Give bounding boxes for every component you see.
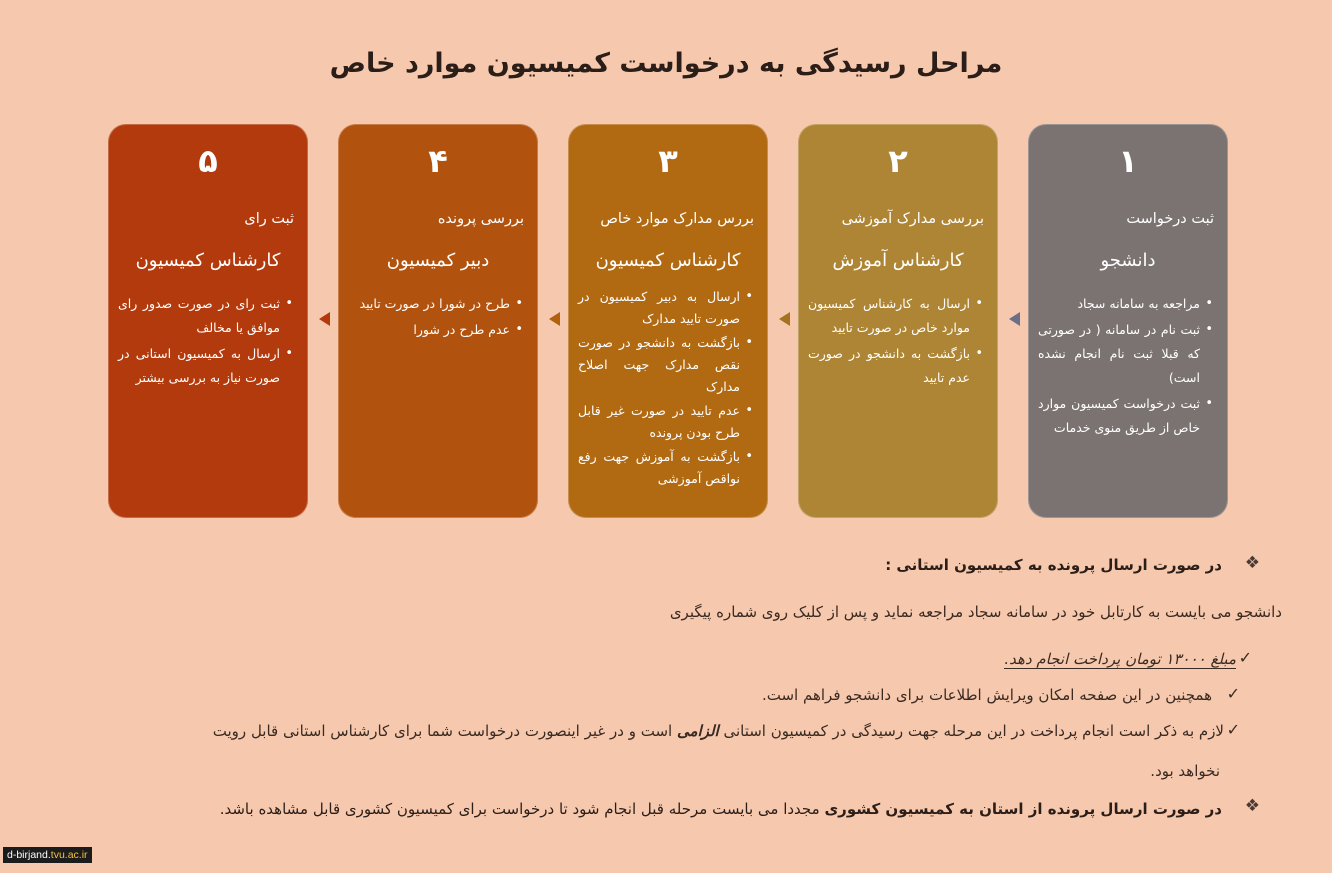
arrow-left-icon (779, 312, 790, 326)
step-bullet: • مراجعه به سامانه سجاد (1038, 292, 1200, 316)
check-icon: ✓ (1226, 684, 1240, 703)
step-card-3 (568, 124, 768, 518)
checklist-item-3 (74, 720, 1240, 740)
step-bullets (348, 292, 524, 344)
national-heading: در صورت ارسال پرونده از استان به کمیسیون کشوری (824, 800, 1222, 818)
step-action: ثبت درخواست (1126, 211, 1214, 227)
step-bullet: • عدم تایید در صورت غیر قابل طرح بودن پرونده (578, 400, 740, 444)
page-title: مراحل رسیدگی به درخواست کمیسیون موارد خاص (329, 48, 1003, 79)
step-action: ثبت رای (244, 211, 294, 227)
process-steps (106, 124, 1228, 520)
step-action: بررسی پرونده (437, 211, 524, 227)
payment-required-emphasis: الزامی (676, 722, 719, 740)
watermark-domain-suffix: tvu.ac.ir (50, 849, 88, 861)
checklist-item-3-continued: نخواهد بود. (1150, 762, 1220, 780)
checklist-item-2 (0, 684, 1240, 704)
instruction-paragraph: دانشجو می بایست به کارتابل خود در سامانه سجاد مراجعه نماید و پس از کلیک روی شماره پیگیری (669, 603, 1282, 621)
step-actor: کارشناس کمیسیون (595, 250, 741, 271)
step-bullet: • بازگشت به آموزش جهت رفع نواقص آموزشی (578, 446, 740, 490)
step-number: ۳ (658, 142, 678, 180)
step-card-1 (1028, 124, 1228, 518)
step-bullets (808, 292, 984, 392)
step-bullet: • ارسال به کمیسیون استانی در صورت نیاز به بررسی بیشتر (118, 342, 280, 390)
step-bullet: • طرح در شورا در صورت تایید (348, 292, 510, 316)
step-number: ۵ (198, 142, 218, 180)
step-actor: دانشجو (1100, 250, 1156, 271)
step-card-2 (798, 124, 998, 518)
edit-info-note: همچنین در این صفحه امکان ویرایش اطلاعات برای دانشجو فراهم است. (761, 686, 1212, 704)
step-action: بررسی مدارک آموزشی (841, 211, 984, 227)
step-number: ۱ (1118, 142, 1138, 180)
fee-note: مبلغ ۱۳۰۰۰ تومان پرداخت انجام دهد. (1004, 650, 1236, 668)
section-national (122, 800, 1222, 818)
step-number: ۲ (888, 142, 908, 180)
step-bullets (1038, 292, 1214, 442)
checklist-item-1 (0, 648, 1252, 668)
step-card-5 (108, 124, 308, 518)
arrow-left-icon (319, 312, 330, 326)
step-bullet: • ثبت رای در صورت صدور رای موافق یا مخالف (118, 292, 280, 340)
section-heading-provincial: در صورت ارسال پرونده به کمیسیون استانی : (885, 556, 1222, 574)
check-icon: ✓ (1226, 720, 1240, 739)
national-text: مجددا می بایست مرحله قبل انجام شود تا درخواست برای کمیسیون کشوری قابل مشاهده باشد. (219, 800, 820, 818)
step-bullet: • بازگشت به دانشجو در صورت عدم تایید (808, 342, 970, 390)
step-bullet: • بازگشت به دانشجو در صورت نقص مدارک جهت اصلاح مدارک (578, 332, 740, 398)
check-icon: ✓ (1238, 648, 1252, 667)
step-bullet: • ثبت درخواست کمیسیون موارد خاص از طریق منوی خدمات (1038, 392, 1200, 440)
arrow-left-icon (1009, 312, 1020, 326)
watermark-domain: d-birjand. (7, 849, 51, 861)
step-actor: کارشناس آموزش (832, 250, 964, 271)
step-action: بررس مدارک موارد خاص (600, 211, 754, 227)
payment-required-text-a: لازم به ذکر است انجام پرداخت در این مرحله جهت رسیدگی در کمیسیون استانی (723, 722, 1224, 740)
step-actor: دبیر کمیسیون (386, 250, 490, 271)
step-bullet: • ارسال به دبیر کمیسیون در صورت تایید مدارک (578, 286, 740, 330)
step-bullets (578, 286, 754, 492)
step-bullets (118, 292, 294, 392)
step-bullet: • ثبت نام در سامانه ( در صورتی که قبلا ثبت نام انجام نشده است) (1038, 318, 1200, 390)
step-bullet: • عدم طرح در شورا (348, 318, 510, 342)
step-bullet: • ارسال به کارشناس کمیسیون موارد خاص در صورت تایید (808, 292, 970, 340)
arrow-left-icon (549, 312, 560, 326)
diamond-bullet-icon: ❖ (1244, 553, 1260, 573)
step-number: ۴ (428, 142, 448, 180)
step-card-4 (338, 124, 538, 518)
step-actor: کارشناس کمیسیون (135, 250, 281, 271)
diamond-bullet-icon: ❖ (1244, 796, 1260, 816)
payment-required-text-c: است و در غیر اینصورت درخواست شما برای کارشناس استانی قابل رویت (212, 722, 673, 740)
site-watermark (3, 847, 92, 863)
